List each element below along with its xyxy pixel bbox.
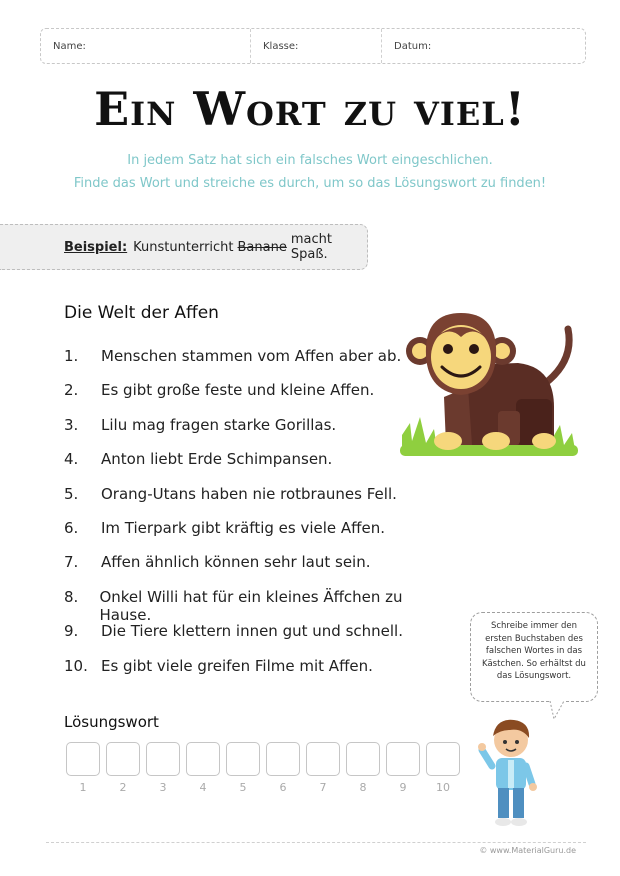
letter-box[interactable] xyxy=(66,742,100,776)
sentence-number: 1. xyxy=(64,347,79,365)
sentence-text[interactable]: Affen ähnlich können sehr laut sein. xyxy=(101,553,371,572)
letter-slot xyxy=(423,742,463,794)
hint-line: Schreibe immer den xyxy=(490,621,578,631)
letter-box-number: 10 xyxy=(436,781,450,794)
letter-slot xyxy=(383,742,423,794)
letter-slot xyxy=(223,742,263,794)
letter-slot xyxy=(303,742,343,794)
example-text-before: Kunstunterricht xyxy=(133,239,234,255)
hint-line: das Lösungswort. xyxy=(496,671,572,681)
sentence-item xyxy=(64,347,444,381)
sentence-item xyxy=(64,588,444,622)
letter-box[interactable] xyxy=(226,742,260,776)
letter-box-number: 1 xyxy=(79,781,87,794)
letter-slot xyxy=(183,742,223,794)
sentence-number: 5. xyxy=(64,484,79,503)
letter-box[interactable] xyxy=(426,742,460,776)
letter-box[interactable] xyxy=(106,742,140,776)
sentence-item xyxy=(64,381,444,415)
sentence-text[interactable]: Lilu mag fragen starke Gorillas. xyxy=(101,415,337,434)
boy-character-illustration xyxy=(478,716,544,828)
example-text-after: macht Spaß. xyxy=(290,232,332,262)
section-title: Die Welt der Affen xyxy=(64,303,219,323)
loesungswort-boxes xyxy=(63,742,463,794)
sentence-number: 10. xyxy=(64,656,88,675)
sentence-text[interactable]: Es gibt viele greifen Filme mit Affen. xyxy=(101,656,373,675)
sentence-number: 2. xyxy=(64,381,79,400)
sentence-text[interactable]: Im Tierpark gibt kräftig es viele Affen. xyxy=(101,518,386,537)
letter-box[interactable] xyxy=(266,742,300,776)
hint-line: falschen Wortes in das xyxy=(485,646,583,656)
instruction-line-2: Finde das Wort und streiche es durch, um so das Lösungswort zu finden! xyxy=(73,176,547,191)
sentence-item xyxy=(64,553,444,587)
footer-divider xyxy=(46,842,586,843)
letter-slot xyxy=(263,742,303,794)
speech-bubble-tail xyxy=(548,701,568,719)
letter-slot xyxy=(103,742,143,794)
name-label: Name: xyxy=(53,40,86,52)
sentence-text[interactable]: Es gibt große feste und kleine Affen. xyxy=(101,381,375,400)
sentence-text[interactable]: Onkel Willi hat für ein kleines Äffchen zu Hause. xyxy=(99,587,403,624)
sentence-number: 8. xyxy=(64,587,79,606)
sentence-text[interactable]: Anton liebt Erde Schimpansen. xyxy=(101,450,333,469)
hint-line: Kästchen. So erhältst du xyxy=(482,658,586,669)
hint-line: ersten Buchstaben des xyxy=(485,633,583,644)
datum-field[interactable] xyxy=(382,29,585,63)
instruction-line-1: In jedem Satz hat sich ein falsches Wort eingeschlichen. xyxy=(127,153,493,168)
letter-box-number: 6 xyxy=(279,781,287,794)
letter-box-number: 4 xyxy=(199,781,207,794)
sentence-list xyxy=(64,347,444,691)
letter-slot xyxy=(143,742,183,794)
letter-box-number: 8 xyxy=(359,781,367,794)
example-box xyxy=(0,224,368,270)
hint-speech-bubble xyxy=(470,612,598,702)
loesungswort-title: Lösungswort xyxy=(64,713,159,731)
sentence-item xyxy=(64,622,444,656)
klasse-label: Klasse: xyxy=(263,40,299,52)
letter-slot xyxy=(63,742,103,794)
letter-box[interactable] xyxy=(146,742,180,776)
letter-box-number: 2 xyxy=(119,781,127,794)
name-field[interactable] xyxy=(41,29,251,63)
sentence-item xyxy=(64,485,444,519)
letter-box-number: 7 xyxy=(319,781,327,794)
example-label: Beispiel: xyxy=(64,239,128,255)
monkey-illustration xyxy=(398,307,580,459)
example-struck-word: Banane xyxy=(237,239,287,255)
sentence-item xyxy=(64,450,444,484)
datum-label: Datum: xyxy=(394,40,432,52)
sentence-number: 9. xyxy=(64,622,79,641)
letter-box[interactable] xyxy=(186,742,220,776)
letter-box[interactable] xyxy=(386,742,420,776)
sentence-number: 6. xyxy=(64,518,79,537)
worksheet-title: Ein Wort zu viel! xyxy=(94,82,526,136)
sentence-text[interactable]: Menschen stammen vom Affen aber ab. xyxy=(101,347,402,365)
footer-copyright: © www.MaterialGuru.de xyxy=(479,846,576,855)
letter-box-number: 5 xyxy=(239,781,247,794)
klasse-field[interactable] xyxy=(251,29,382,63)
student-info-header xyxy=(40,28,586,64)
sentence-text[interactable]: Die Tiere klettern innen gut und schnell. xyxy=(101,622,403,641)
sentence-item xyxy=(64,519,444,553)
sentence-number: 7. xyxy=(64,553,79,572)
letter-box-number: 3 xyxy=(159,781,167,794)
sentence-item xyxy=(64,657,444,691)
sentence-number: 3. xyxy=(64,415,79,434)
letter-slot xyxy=(343,742,383,794)
letter-box[interactable] xyxy=(306,742,340,776)
letter-box[interactable] xyxy=(346,742,380,776)
sentence-item xyxy=(64,416,444,450)
sentence-text[interactable]: Orang-Utans haben nie rotbraunes Fell. xyxy=(101,484,397,503)
letter-box-number: 9 xyxy=(399,781,407,794)
sentence-number: 4. xyxy=(64,450,79,469)
